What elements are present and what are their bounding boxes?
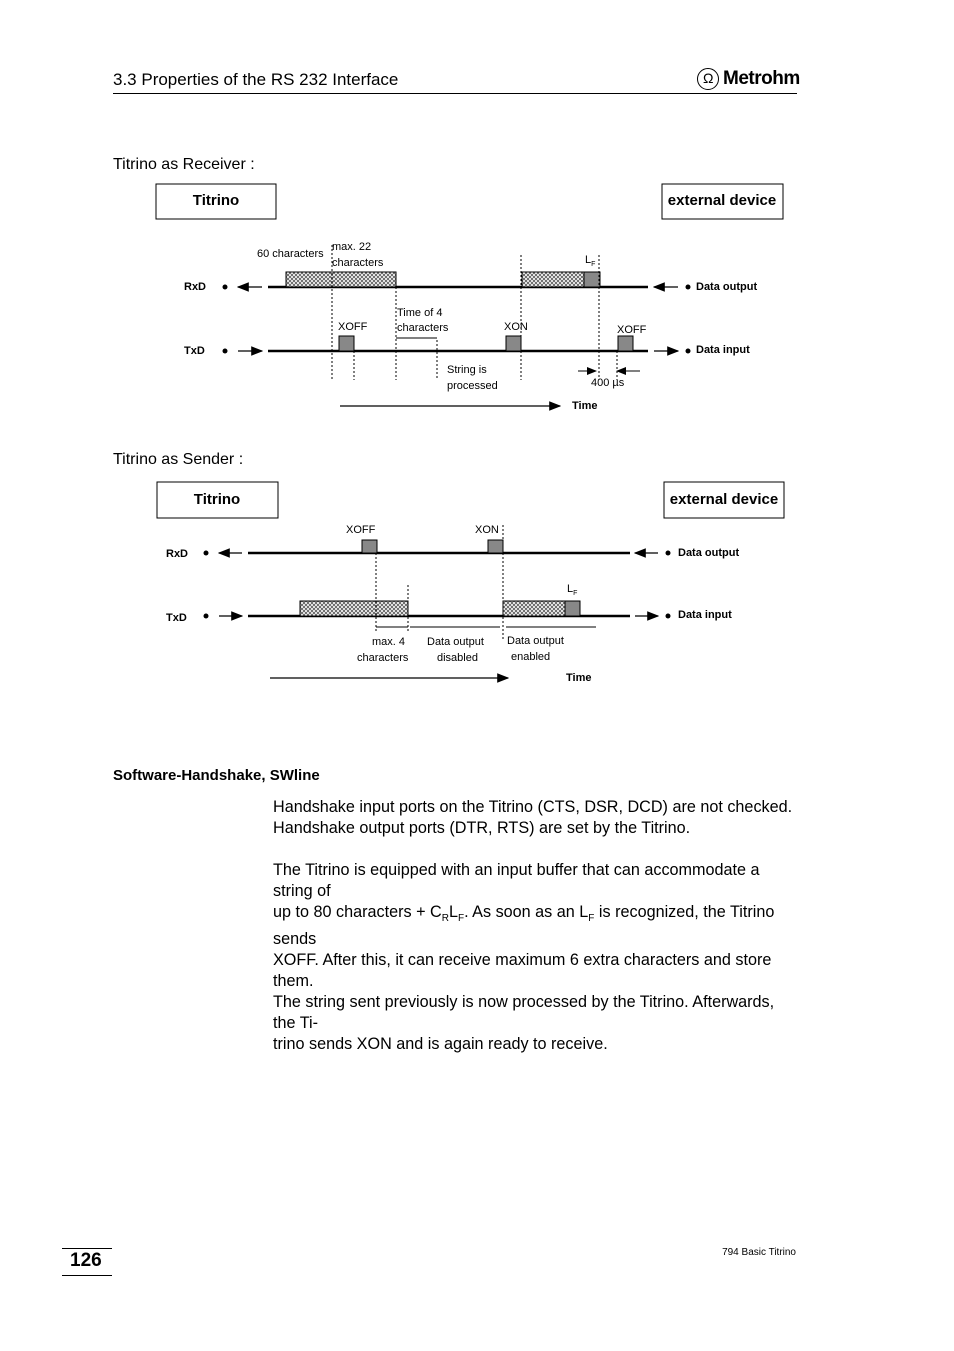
product-name: 794 Basic Titrino bbox=[722, 1247, 796, 1258]
sender-xoff-block bbox=[362, 540, 377, 553]
sender-txd-dot bbox=[204, 614, 209, 619]
rxd-label: RxD bbox=[184, 281, 207, 293]
xon-label: XON bbox=[504, 321, 528, 333]
rxd-block-60 bbox=[286, 272, 396, 287]
paragraph-2-line-2: up to 80 characters + $C_RL_F$. As soon as an $L_F$ is recognized, the Titrino sends bbox=[273, 903, 775, 949]
disabled-label-2: disabled bbox=[437, 652, 478, 664]
time-label: Time bbox=[572, 400, 598, 412]
xoff-label-1: XOFF bbox=[338, 321, 368, 333]
xoff-label-2: XOFF bbox=[617, 324, 647, 336]
data-output-label: Data output bbox=[696, 281, 758, 293]
paragraph-1-line-2: Handshake output ports (DTR, RTS) are set by the Titrino. bbox=[273, 819, 691, 837]
txd-dot bbox=[223, 349, 228, 354]
processed-label-2: processed bbox=[447, 380, 498, 392]
omega-icon: Ω bbox=[697, 68, 719, 90]
sender-rxd-label: RxD bbox=[166, 548, 189, 560]
sender-txd-block-1 bbox=[300, 601, 408, 616]
brand-name: Metrohm bbox=[723, 68, 800, 89]
section-title: 3.3 Properties of the RS 232 Interface bbox=[113, 70, 399, 89]
us400-label: 400 µs bbox=[591, 377, 625, 389]
txd-label: TxD bbox=[184, 345, 205, 357]
max4-label-1: max. 4 bbox=[372, 636, 406, 648]
disabled-label-1: Data output bbox=[427, 636, 484, 648]
max4-label-2: characters bbox=[357, 652, 409, 664]
xoff-block-2 bbox=[618, 336, 633, 351]
sender-diagram bbox=[0, 475, 954, 695]
label-max22-1: max. 22 bbox=[332, 241, 372, 253]
receiver-label: Titrino as Receiver : bbox=[113, 156, 255, 173]
data-output-dot bbox=[686, 285, 691, 290]
data-input-label: Data input bbox=[696, 344, 750, 356]
enabled-label-1: Data output bbox=[507, 635, 564, 647]
xoff-block-1 bbox=[339, 336, 354, 351]
page-number-rule-top bbox=[62, 1248, 112, 1249]
sender-lf-block bbox=[565, 601, 580, 616]
page-number: 126 bbox=[70, 1250, 102, 1271]
sender-txd-label: TxD bbox=[166, 612, 187, 624]
lf-block bbox=[584, 272, 600, 287]
sender-titrino-box-label: Titrino bbox=[193, 491, 241, 508]
sender-data-input-label: Data input bbox=[678, 609, 732, 621]
paragraph-2-line-5: trino sends XON and is again ready to receive. bbox=[273, 1035, 608, 1054]
page-number-rule-bottom bbox=[62, 1275, 112, 1276]
sender-data-output-dot bbox=[666, 551, 671, 556]
label-60-characters: 60 characters bbox=[257, 248, 324, 260]
titrino-box-label: Titrino bbox=[192, 192, 240, 209]
paragraph-2-line-3: XOFF. After this, it can receive maximum 6 extra characters and store them. bbox=[273, 951, 772, 991]
paragraph-2-line-1: The Titrino is equipped with an input buffer that can accommodate a string of bbox=[273, 861, 760, 900]
time4-label-2: characters bbox=[397, 322, 449, 334]
sender-time-label: Time bbox=[566, 672, 592, 684]
sender-txd-block-2 bbox=[503, 601, 565, 616]
sender-xon-label: XON bbox=[475, 524, 499, 536]
processed-label-1: String is bbox=[447, 364, 487, 376]
data-input-dot bbox=[686, 349, 691, 354]
sender-dashed-guides bbox=[376, 525, 503, 640]
sender-external-device-box-label: external device bbox=[669, 491, 779, 508]
external-device-box-label: external device bbox=[667, 192, 777, 209]
sender-lf-label: $L_F$ bbox=[567, 583, 578, 597]
rxd-block-2 bbox=[522, 272, 584, 287]
paragraph-1 bbox=[273, 797, 797, 839]
xon-block bbox=[506, 336, 521, 351]
software-handshake-heading: Software-Handshake, SWline bbox=[113, 767, 320, 784]
header-rule bbox=[113, 93, 797, 94]
sender-xoff-label: XOFF bbox=[346, 524, 376, 536]
paragraph-2 bbox=[273, 860, 797, 1055]
brand-logo bbox=[697, 68, 800, 90]
label-max22-2: characters bbox=[332, 257, 384, 269]
time4-label-1: Time of 4 bbox=[397, 307, 443, 319]
paragraph-1-line-1: Handshake input ports on the Titrino (CTS, DSR, DCD) are not checked. bbox=[273, 798, 793, 816]
sender-xon-block bbox=[488, 540, 503, 553]
lf-label: $L_F$ bbox=[585, 254, 596, 268]
sender-label: Titrino as Sender : bbox=[113, 451, 244, 468]
sender-rxd-dot bbox=[204, 551, 209, 556]
sender-data-output-label: Data output bbox=[678, 547, 740, 559]
sender-data-input-dot bbox=[666, 614, 671, 619]
receiver-diagram bbox=[0, 175, 954, 425]
rxd-dot bbox=[223, 285, 228, 290]
paragraph-2-line-4: The string sent previously is now processed by the Titrino. Afterwards, the Ti- bbox=[273, 993, 775, 1033]
enabled-label-2: enabled bbox=[511, 651, 551, 663]
